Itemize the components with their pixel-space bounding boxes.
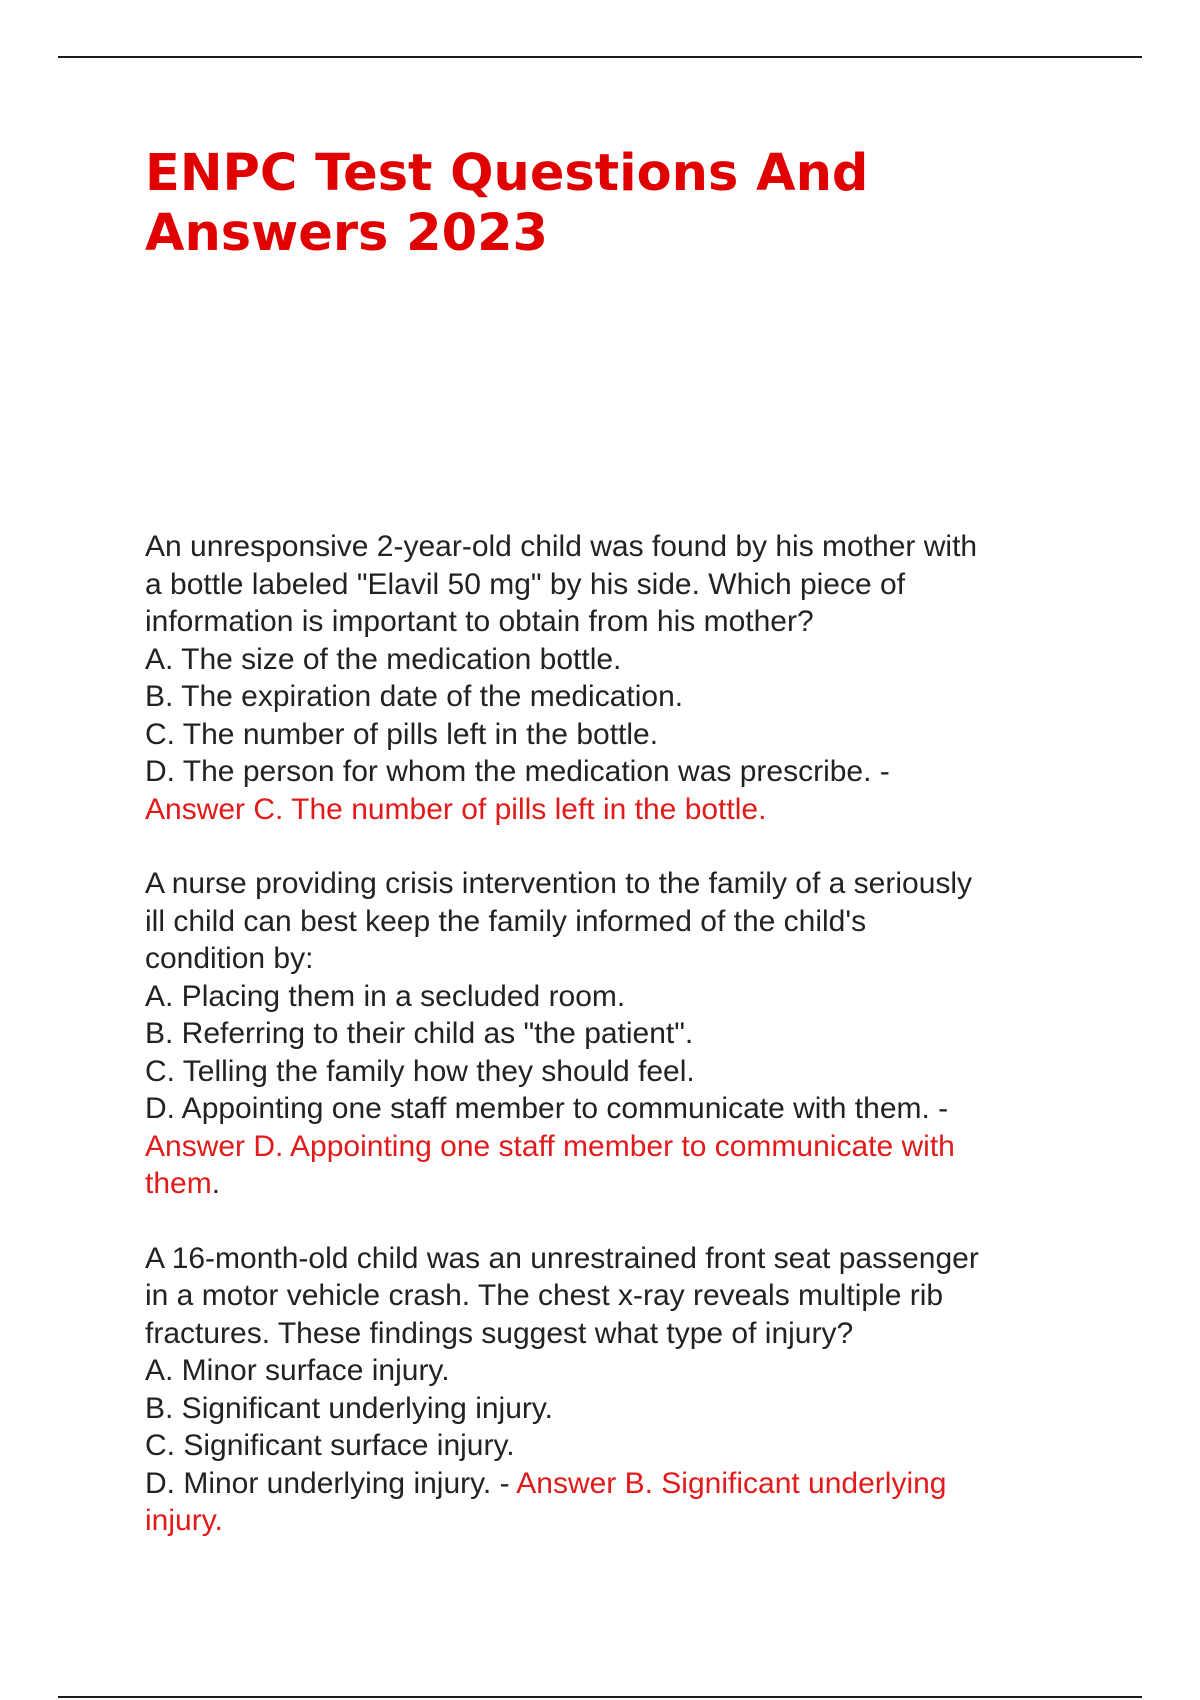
answer-text-continued [145,1165,1065,1203]
title-line: ENPC Test Questions And [145,144,869,203]
bottom-rule [58,1696,1142,1698]
answer-text: Answer B. Significant underlying [516,1466,947,1500]
option-d: D. The person for whom the medication was prescribe. - [145,755,890,788]
question-stem-line: condition by: [145,942,314,975]
question-block-2 [145,865,1065,1203]
answer-trailing-period: . [211,1167,221,1200]
qa-content [145,528,1065,1577]
question-block-1 [145,528,1065,828]
question-stem-line: ill child can best keep the family informed of the child's [145,904,867,938]
option-d: D. Minor underlying injury. - [145,1466,517,1500]
option-b: B. Significant underlying injury. [145,1391,553,1425]
option-a: A. Minor surface injury. [145,1354,450,1387]
option-c: C. The number of pills left in the bottle. [145,717,659,751]
answer-text: Answer D. Appointing one staff member to communicate with [145,1129,955,1163]
question-stem-line: in a motor vehicle crash. The chest x-ray reveals multiple rib [145,1279,944,1312]
option-b: B. Referring to their child as "the patient". [145,1017,694,1050]
answer-text: Answer C. The number of pills left in the bottle. [145,792,767,826]
title-line: Answers 2023 [145,204,549,263]
document-title [145,144,1045,264]
option-a: A. Placing them in a secluded room. [145,979,626,1013]
question-stem-line: A nurse providing crisis intervention to the family of a seriously [145,867,973,900]
top-rule [58,56,1142,58]
option-c: C. Significant surface injury. [145,1429,515,1462]
question-stem-line: An unresponsive 2-year-old child was found by his mother with [145,530,978,563]
option-b: B. The expiration date of the medication. [145,680,684,713]
question-stem-line: a bottle labeled "Elavil 50 mg" by his side. Which piece of [145,567,906,601]
option-a: A. The size of the medication bottle. [145,642,622,676]
option-d: D. Appointing one staff member to communicate with them. - [145,1092,949,1125]
question-block-3 [145,1240,1065,1540]
option-c: C. Telling the family how they should feel. [145,1054,695,1088]
option-d-with-answer [145,1465,1065,1503]
question-stem-line: information is important to obtain from his mother? [145,605,814,638]
question-stem-line: fractures. These findings suggest what type of injury? [145,1316,854,1350]
answer-text: them [145,1167,212,1200]
question-stem-line: A 16-month-old child was an unrestrained front seat passenger [145,1241,979,1275]
answer-text: injury. [145,1504,223,1537]
